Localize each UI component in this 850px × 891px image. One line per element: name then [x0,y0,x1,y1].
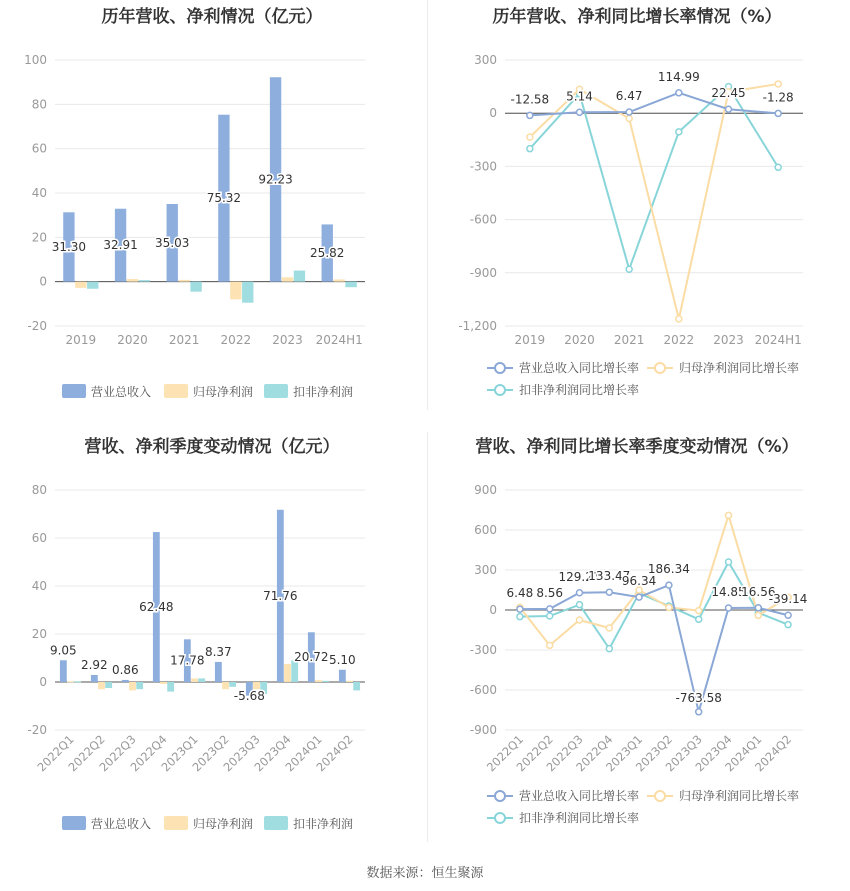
bar-deducted-net-profit [136,682,143,689]
data-point [755,612,761,618]
data-label: 31.30 [51,239,87,254]
legend-label: 归母净利润同比增长率 [679,361,800,375]
legend-swatch-marker [655,363,665,373]
data-point [527,146,533,152]
legend-label: 营业总收入 [91,385,152,399]
x-tick-label: 2023Q1 [603,732,646,775]
legend-label: 归母净利润同比增长率 [679,789,800,803]
data-point [775,110,781,116]
data-point [577,617,583,623]
x-tick-label: 2023Q2 [632,732,676,775]
y-tick-label: 600 [474,523,497,537]
y-tick-label: 60 [31,531,47,545]
data-point [676,316,682,322]
data-point [696,608,702,614]
bar-revenue [122,680,129,682]
legend-swatch [264,816,288,830]
legend-label: 扣非净利润 [293,385,354,399]
data-point [696,709,702,715]
series-line-revenue-growth [520,585,788,712]
legend-swatch [264,384,288,398]
chart-title: 历年营收、净利同比增长率情况（%） [492,7,782,27]
data-point [785,622,791,628]
bar-net-profit [284,664,291,682]
x-tick-label: 2023Q4 [251,732,294,775]
bar-net-profit [315,680,322,682]
x-tick-label: 2024H1 [754,333,802,347]
x-tick-label: 2022Q1 [483,732,527,775]
data-point [517,606,523,612]
data-label: 25.82 [310,246,345,261]
x-tick-label: 2024Q1 [282,732,325,775]
bar-net-profit [191,678,198,682]
legend-label: 营业总收入 [91,817,152,831]
legend-swatch-marker [495,385,505,395]
y-tick-label: 300 [474,53,497,67]
bar-net-profit [75,282,86,288]
y-tick-label: 80 [31,483,47,497]
x-tick-label: 2020 [564,333,595,347]
annual-growth-line-chart-svg [425,0,850,430]
y-tick-label: 40 [31,186,47,200]
y-tick-label: 80 [31,97,47,112]
y-tick-label: -300 [469,643,497,657]
data-point [527,112,533,118]
data-label: 9.05 [49,643,77,658]
data-point [577,109,583,115]
x-tick-label: 2022Q2 [65,732,108,775]
data-point [775,164,781,170]
bar-deducted-net-profit [139,280,150,282]
quarterly-bar-chart-svg [0,430,425,860]
data-point [606,589,612,595]
bar-deducted-net-profit [294,271,305,282]
data-label: -39.14 [768,592,808,607]
bar-deducted-net-profit [87,282,98,289]
data-point [547,642,553,648]
x-tick-label: 2022Q4 [127,732,170,775]
y-tick-label: -600 [469,212,497,227]
data-label: 96.34 [621,574,657,589]
data-label: 32.91 [103,238,138,253]
x-tick-label: 2023Q4 [692,732,735,775]
bar-net-profit [129,682,136,690]
y-tick-label: 60 [31,141,47,156]
chart-title: 营收、净利同比增长率季度变动情况（%） [475,437,799,457]
legend-swatch-marker [655,791,665,801]
x-tick-label: 2022 [220,333,252,347]
legend-label: 扣非净利润同比增长率 [519,383,640,397]
bar-deducted-net-profit [322,681,329,682]
bar-net-profit [282,277,293,281]
y-tick-label: 900 [474,483,497,497]
x-tick-label: 2024Q2 [752,732,795,775]
bar-deducted-net-profit [198,678,205,682]
bar-net-profit [67,681,74,682]
legend-label: 营业总收入同比增长率 [519,361,640,375]
data-label: 114.99 [657,69,700,84]
y-tick-label: 300 [474,563,497,577]
data-label: 20.72 [294,650,329,665]
annual-bar-chart [0,0,425,430]
legend-swatch [62,816,86,830]
data-label: 17.78 [170,653,205,668]
data-label: 8.37 [204,644,232,659]
data-point [726,605,732,611]
x-tick-label: 2021 [168,333,200,347]
data-point [785,612,791,618]
data-point [606,646,612,652]
data-label: 71.76 [263,588,298,603]
data-point [626,109,632,115]
data-label: 6.48 [506,586,534,601]
y-tick-label: -1,200 [458,319,497,333]
bar-deducted-net-profit [105,682,112,688]
x-tick-label: 2023Q3 [220,732,263,775]
x-tick-label: 2023 [713,333,744,347]
bar-deducted-net-profit [190,282,201,292]
x-tick-label: 2022Q2 [513,732,556,775]
x-tick-label: 2023Q2 [189,732,232,775]
y-tick-label: -900 [469,265,497,280]
bar-net-profit [178,280,189,282]
y-tick-label: 20 [31,230,47,245]
bar-net-profit [333,279,344,281]
divider [427,0,428,410]
legend-label: 归母净利润 [193,817,254,831]
bar-net-profit [230,282,241,300]
bar-net-profit [160,682,167,684]
bar-deducted-net-profit [229,682,236,687]
data-point [636,594,642,600]
x-tick-label: 2022Q4 [573,732,616,775]
y-tick-label: -900 [469,723,497,737]
chart-title: 历年营收、净利情况（亿元） [101,7,323,27]
data-point [775,81,781,87]
bar-net-profit [98,682,105,689]
y-tick-label: -600 [469,683,497,697]
legend-swatch [62,384,86,398]
data-point [547,606,553,612]
legend-swatch-marker [495,791,505,801]
y-tick-label: 100 [24,53,47,67]
data-point [527,134,533,140]
data-label: 2.92 [80,657,108,672]
data-source-note: 数据来源：恒生聚源 [366,866,484,881]
data-point [726,512,732,518]
bar-deducted-net-profit [74,681,81,682]
legend-swatch-marker [495,813,505,823]
data-point [626,116,632,122]
data-label: 5.14 [566,89,593,104]
x-tick-label: 2023Q1 [158,732,201,775]
data-point [606,625,612,631]
x-tick-label: 2023 [272,333,303,347]
annual-growth-line-chart [425,0,850,430]
bar-net-profit [346,681,353,682]
data-point [626,266,632,272]
data-label: 14.85 [711,585,746,600]
bar-revenue [91,675,98,682]
x-tick-label: 2022Q1 [34,732,77,775]
bar-net-profit [222,682,229,689]
legend-swatch-marker [495,363,505,373]
bar-deducted-net-profit [167,682,174,692]
x-tick-label: 2020 [117,333,148,347]
data-label: 0.86 [111,662,139,677]
legend-label: 营业总收入同比增长率 [519,789,640,803]
bar-revenue [60,660,67,682]
data-point [517,614,523,620]
data-point [696,616,702,622]
data-label: 62.48 [139,600,174,615]
bar-deducted-net-profit [353,682,360,690]
y-tick-label: 0 [489,603,497,617]
data-point [577,590,583,596]
data-label: 92.23 [258,172,293,187]
quarterly-growth-line-chart-svg [425,430,850,860]
data-label: -1.28 [762,90,794,105]
data-point [755,605,761,611]
y-tick-label: 20 [31,627,47,641]
bar-revenue [339,670,346,682]
x-tick-label: 2024Q2 [313,732,356,775]
data-label: 35.03 [155,235,190,250]
bar-net-profit [127,279,138,282]
x-tick-label: 2019 [65,333,97,347]
data-point [666,582,672,588]
data-point [726,106,732,112]
data-point [577,602,583,608]
x-tick-label: 2022Q3 [96,732,139,775]
data-label: 16.56 [741,584,776,599]
y-tick-label: -300 [469,159,497,174]
y-tick-label: 0 [39,675,47,689]
x-tick-label: 2023Q3 [662,732,705,775]
legend-label: 扣非净利润同比增长率 [519,811,640,825]
legend-label: 归母净利润 [193,385,254,399]
data-point [726,559,732,565]
data-label: 8.56 [536,585,564,600]
quarterly-growth-line-chart [425,430,850,860]
data-label: 22.45 [711,86,746,101]
data-label: 186.34 [647,562,690,577]
quarterly-bar-chart [0,430,425,860]
legend-swatch [164,384,188,398]
legend-swatch [164,816,188,830]
data-label: 75.32 [206,191,242,206]
data-label: 129.21 [558,569,601,584]
data-label: 5.10 [328,652,356,667]
data-label: 6.47 [615,89,643,104]
data-label: -12.58 [510,92,550,107]
data-label: 133.47 [588,569,631,584]
data-label: -5.68 [233,689,265,703]
data-point [547,613,553,619]
bar-revenue [215,662,222,682]
x-tick-label: 2019 [514,333,546,347]
chart-title: 营收、净利季度变动情况（亿元） [84,437,340,457]
bar-deducted-net-profit [242,282,253,303]
x-tick-label: 2022Q3 [543,732,586,775]
x-tick-label: 2021 [613,333,645,347]
x-tick-label: 2022 [663,333,695,347]
bar-deducted-net-profit [345,282,356,288]
x-tick-label: 2024H1 [315,333,363,347]
annual-bar-chart-svg [0,0,425,430]
data-label: -763.58 [675,690,722,705]
y-tick-label: 0 [489,106,497,121]
x-tick-label: 2024Q1 [722,732,765,775]
y-tick-label: -20 [27,319,47,333]
legend-label: 扣非净利润 [293,817,354,831]
data-point [676,129,682,135]
data-point [666,604,672,610]
divider [427,432,428,842]
data-point [676,90,682,96]
y-tick-label: 0 [39,274,47,289]
y-tick-label: 40 [31,579,47,593]
y-tick-label: -20 [27,723,47,737]
